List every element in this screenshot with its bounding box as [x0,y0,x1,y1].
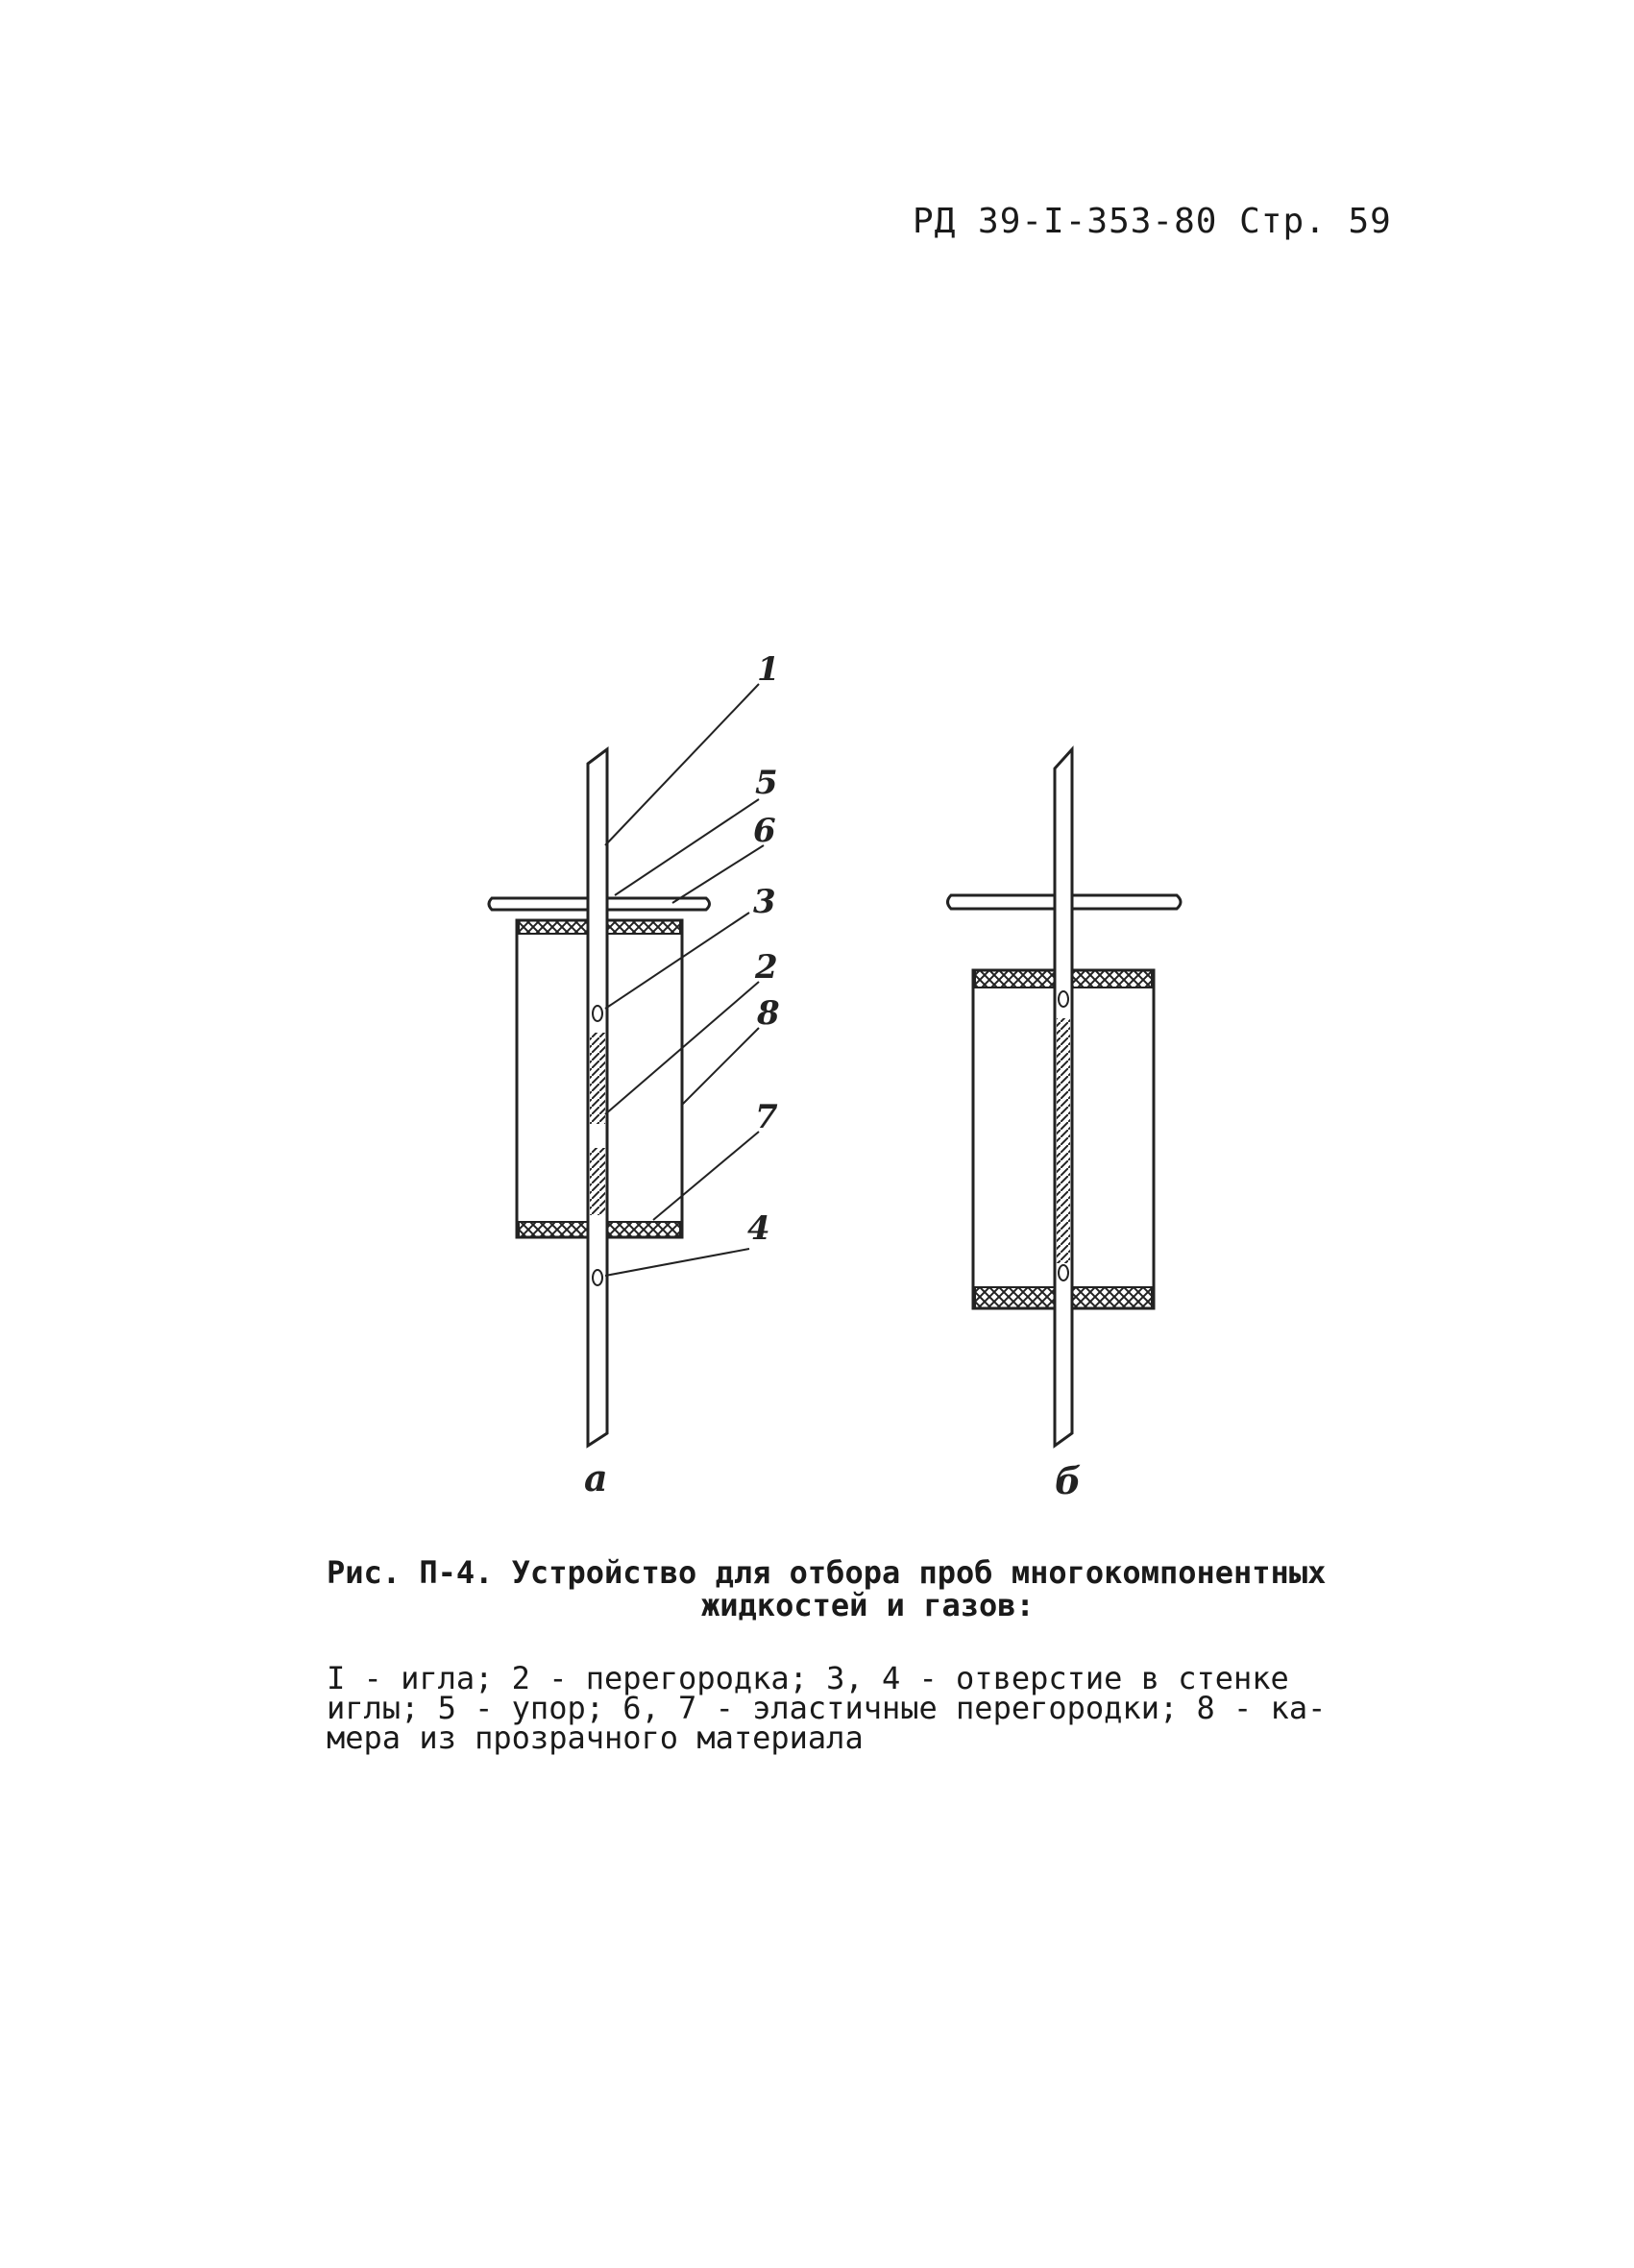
caption-title-line-1: Рис. П-4. Устройство для отбора проб многокомпонентных [327,1554,1327,1591]
figure-legend [327,1660,1383,1756]
part-label-2: 2 [755,948,778,987]
legend-line-3: мера из прозрачного материала [327,1719,864,1756]
needle-partition-b [1057,1018,1070,1263]
legend-line-1: I - игла; 2 - перегородка; 3, 4 - отверстие в стенке [327,1660,1289,1696]
subfigure-a-label: а [584,1456,608,1500]
part-label-5: 5 [755,764,778,802]
part-label-1: 1 [757,650,780,689]
subfigure-b [948,749,1182,1502]
needle-partition-a [590,1033,605,1124]
part-label-8: 8 [757,994,780,1033]
subfigure-b-label: б [1055,1459,1082,1502]
part-label-3: 3 [753,883,776,921]
part-label-7: 7 [755,1098,778,1136]
page-header: РД 39-I-353-80 Стр. 59 [913,202,1392,241]
figure-caption-title [327,1556,1374,1622]
part-label-6: 6 [753,812,776,850]
legend-line-2: иглы; 5 - упор; 6, 7 - эластичные перегородки; 8 - ка- [327,1690,1327,1726]
caption-title-line-2: жидкостей и газов: [701,1587,1035,1623]
subfigure-a [489,650,780,1500]
part-label-4: 4 [747,1209,770,1248]
